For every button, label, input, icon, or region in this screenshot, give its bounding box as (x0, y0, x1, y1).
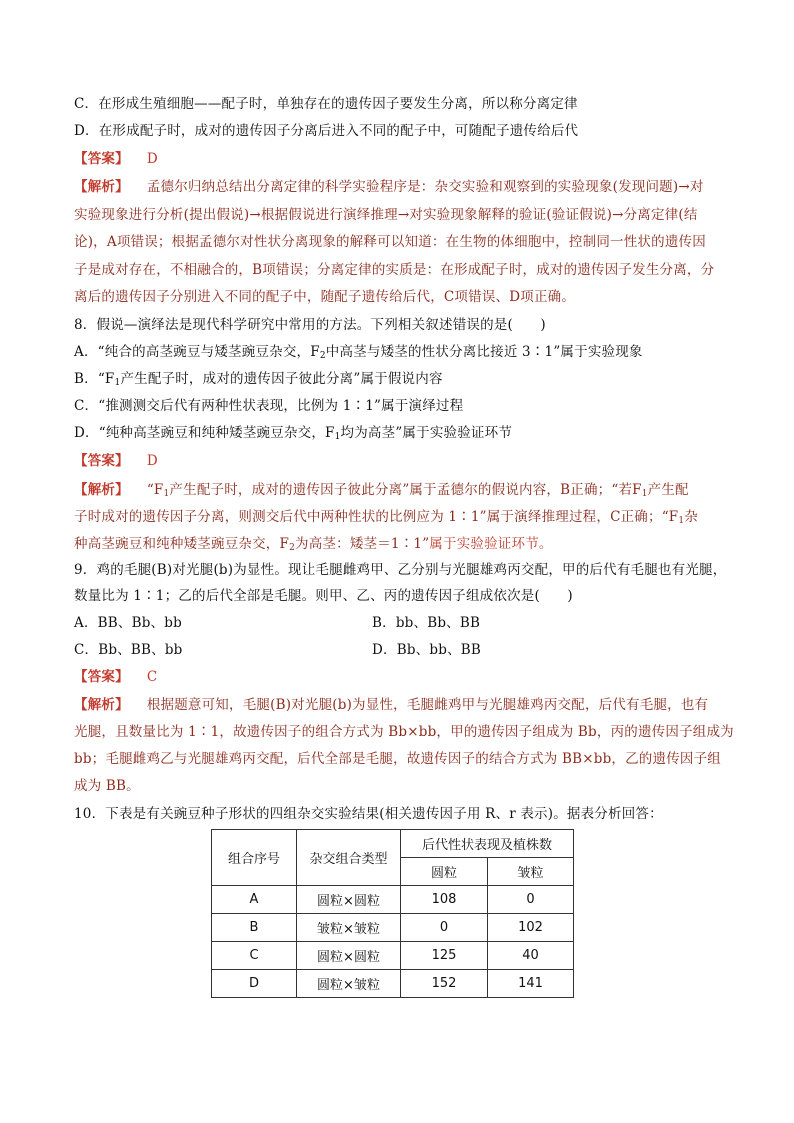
q9-analysis-line-4: 成为 BB。 (74, 778, 140, 794)
answer-tag: 【答案】 (74, 453, 129, 469)
q9-analysis-line-1: 【解析】 根据题意可知，毛腿(B)对光腿(b)为显性，毛腿雌鸡甲与光腿雄鸡丙交配，后代有毛腿，也有 (74, 697, 709, 713)
q9-stem-line-1: 9．鸡的毛腿(B)对光腿(b)为显性。现让毛腿雌鸡甲、乙分别与光腿雄鸡丙交配，甲的后代有毛腿也有光腿， (74, 562, 727, 578)
q8-analysis-line-2: 子时成对的遗传因子分离，则测交后代中两种性状的比例应为 1∶1”属于演绎推理过程，C正确；“$F_1$杂 (74, 509, 699, 526)
q7-analysis-line-4: 子是成对存在，不相融合的，B项错误；分离定律的实质是：在形成配子时，成对的遗传因子发生分离，分 (74, 262, 715, 278)
table-row: B 皱粒×皱粒 0 102 (212, 914, 574, 942)
q8-answer (74, 448, 734, 474)
q9-options-row-1 (74, 610, 734, 636)
table-row: A 圆粒×圆粒 108 0 (212, 886, 574, 914)
cross-results-table (211, 829, 574, 998)
q9-answer (74, 664, 734, 690)
q8-option-c: C．“推测测交后代有两种性状表现，比例为 1∶1”属于演绎过程 (74, 398, 464, 414)
answer-tag: 【答案】 (74, 151, 129, 167)
header-group: 组合序号 (212, 830, 297, 886)
q9-stem-line-2: 数量比为 1∶1；乙的后代全部是毛腿。则甲、乙、丙的遗传因子组成依次是( ) (74, 588, 573, 604)
q9-option-c: C．Bb、BB、bb (74, 642, 183, 658)
header-offspring: 后代性状表现及植株数 (401, 830, 574, 858)
q9-options-row-2 (74, 637, 734, 663)
q7-answer (74, 146, 734, 172)
option-c-q7: C．在形成生殖细胞——配子时，单独存在的遗传因子要发生分离，所以称分离定律 (74, 96, 578, 112)
table-row: D 圆粒×皱粒 152 141 (212, 970, 574, 998)
q9-option-d: D．Bb、bb、BB (372, 642, 482, 658)
q8-option-d: D．“纯种高茎豌豆和纯种矮茎豌豆杂交，$F_1$均为高茎”属于实验验证环节 (74, 425, 513, 442)
q9-analysis-line-3: bb；毛腿雌鸡乙与光腿雄鸡丙交配，后代全部是毛腿，故遗传因子的结合方式为 BB×bb，乙的遗传因子组 (74, 751, 722, 767)
analysis-tag: 【解析】 (74, 697, 129, 713)
q8-analysis-line-1: 【解析】 “$F_1$产生配子时，成对的遗传因子彼此分离”属于孟德尔的假说内容，B正确；“若$F_1$产生配 (74, 482, 689, 499)
answer-value: D (146, 453, 158, 469)
option-d-q7: D．在形成配子时，成对的遗传因子分离后进入不同的配子中，可随配子遗传给后代 (74, 123, 579, 139)
q10-stem: 10．下表是有关豌豆种子形状的四组杂交实验结果(相关遗传因子用 R、r 表示)。据表分析回答： (74, 806, 663, 822)
q7-analysis-line-5: 离后的遗传因子分别进入不同的配子中，随配子遗传给后代，C项错误、D项正确。 (74, 289, 576, 305)
q8-option-a: A．“纯合的高茎豌豆与矮茎豌豆杂交，$F_2$中高茎与矮茎的性状分离比接近 3∶1”属于实验现象 (74, 344, 643, 361)
q8-option-b: B．“$F_1$产生配子时，成对的遗传因子彼此分离”属于假说内容 (74, 371, 443, 388)
table-row: C 圆粒×圆粒 125 40 (212, 942, 574, 970)
q8-analysis-line-3: 种高茎豌豆和纯种矮茎豌豆杂交，$F_2$为高茎：矮茎＝1∶1”属于实验验证环节。 (74, 536, 553, 553)
q9-option-b: B．bb、Bb、BB (372, 615, 481, 631)
q8-stem: 8．假说—演绎法是现代科学研究中常用的方法。下列相关叙述错误的是( ) (74, 317, 546, 333)
answer-value: D (146, 151, 158, 167)
answer-tag: 【答案】 (74, 669, 129, 685)
q9-option-a: A．BB、Bb、bb (74, 615, 182, 631)
q7-analysis-line-3: 论)，A项错误；根据孟德尔对性状分离现象的解释可以知道：在生物的体细胞中，控制同一性状的遗传因 (74, 234, 706, 250)
analysis-tag: 【解析】 (74, 482, 129, 498)
header-round: 圆粒 (401, 858, 488, 886)
q7-analysis-line-2: 实验现象进行分析(提出假说)→根据假说进行演绎推理→对实验现象解释的验证(验证假说)→分离定律(结 (74, 207, 698, 223)
answer-value: C (146, 669, 158, 685)
analysis-tag: 【解析】 (74, 179, 129, 195)
q7-analysis-line-1: 【解析】 孟德尔归纳总结出分离定律的科学实验程序是：杂交实验和观察到的实验现象(发现问题)→对 (74, 179, 704, 195)
header-wrinkled: 皱粒 (488, 858, 574, 886)
q9-analysis-line-2: 光腿，且数量比为 1∶1，故遗传因子的组合方式为 Bb×bb，甲的遗传因子组成为 Bb，丙的遗传因子组成为 (74, 724, 734, 740)
header-cross-type: 杂交组合类型 (297, 830, 401, 886)
